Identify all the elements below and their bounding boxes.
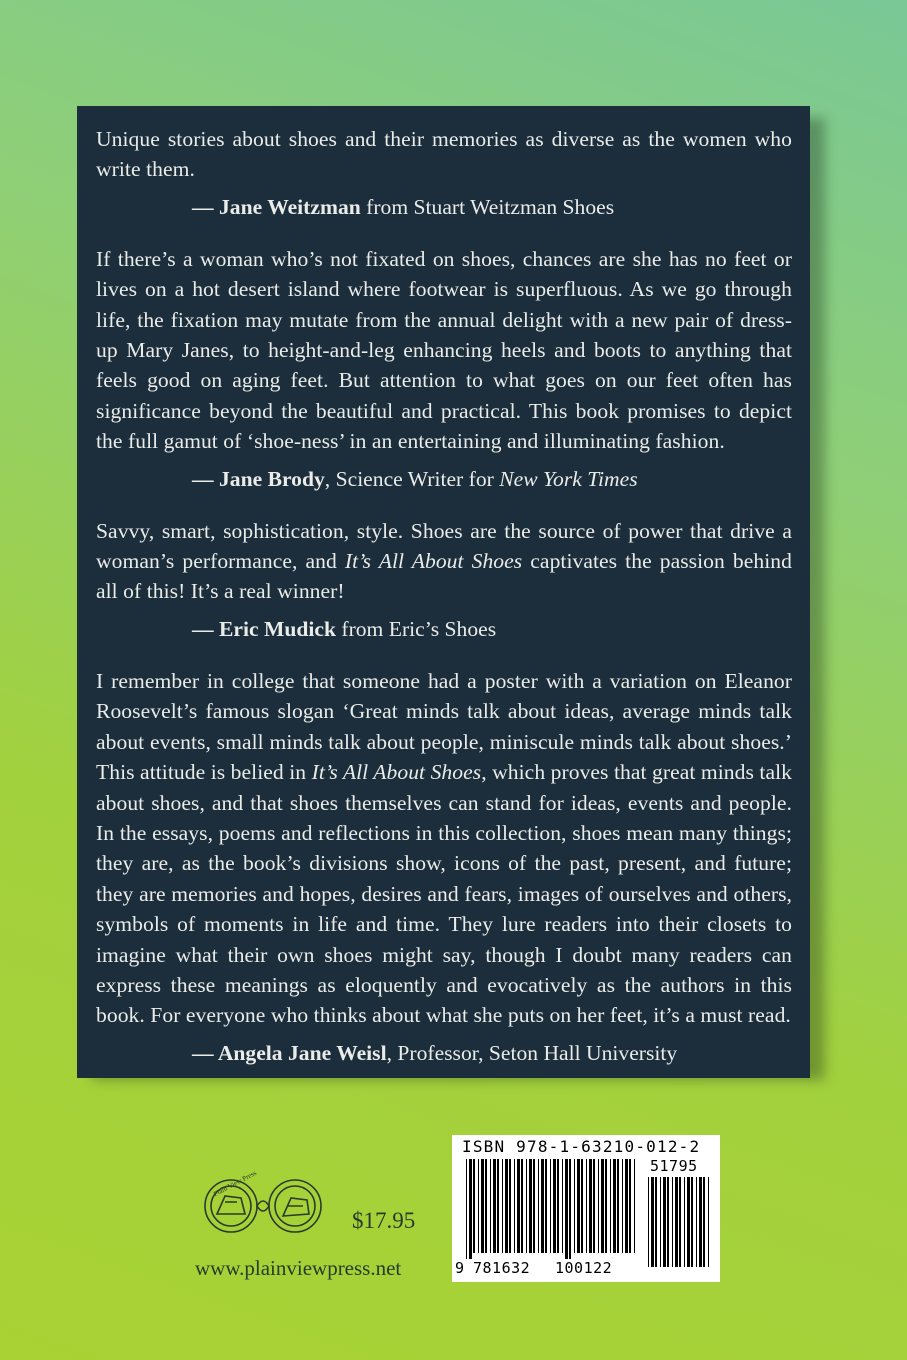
logo-text: Plain View Press <box>212 1168 258 1199</box>
quote-text-part: Savvy, smart, sophistication, style. Shoes are the source of power that drive a woman’s performance, and <box>96 518 792 574</box>
barcode-bar <box>625 1159 628 1253</box>
barcode-bar <box>577 1159 580 1253</box>
barcode-bar <box>691 1177 693 1267</box>
barcode-bar <box>581 1159 583 1253</box>
quote-brody <box>96 244 792 494</box>
barcode-digit-first: 9 <box>455 1259 465 1277</box>
barcode-bar <box>538 1159 539 1253</box>
quote-text: If there’s a woman who’s not fixated on shoes, chances are she has no feet or lives on a hot desert island where footwear is superfluous. As we go through life, the fixation may mutate from the annual delight with a new pair of dress-up Mary Janes, to height-and-leg enhancing heels and boots to anything that feels good on aging feet. But attention to what goes on our feet often has significance beyond the beautiful and practical. This book promises to depict the full gamut of ‘shoe-ness’ in an entertaining and illuminating fashion. <box>96 246 792 454</box>
barcode-bar <box>629 1159 631 1253</box>
barcode-bar <box>481 1159 484 1253</box>
barcode-bar <box>574 1159 575 1253</box>
quote-attribution <box>192 614 792 644</box>
quote-mudick <box>96 516 792 644</box>
barcode-bar <box>505 1159 508 1253</box>
barcode-bar <box>521 1159 523 1253</box>
attribution-author: Angela Jane Weisl <box>217 1040 387 1065</box>
quote-text <box>96 666 792 1031</box>
barcode-bar <box>598 1159 599 1253</box>
quote-text-part: I remember in college that someone had a poster with a variation on Eleanor Roosevelt’s famous slogan ‘Great minds talk about ideas, average minds talk about events, small minds talk about people, miniscule minds talk about shoes.’ This attitude is belied in <box>96 668 792 785</box>
barcode-bar <box>517 1159 520 1253</box>
barcode-bar <box>497 1159 499 1253</box>
barcode-bar <box>541 1159 544 1253</box>
quote-weisl <box>96 666 792 1068</box>
barcode-bar <box>490 1159 491 1253</box>
quote-attribution <box>192 192 792 222</box>
barcode-price-code: 51795 <box>650 1157 698 1175</box>
barcode-bar <box>565 1159 568 1259</box>
barcode-bar <box>684 1177 685 1267</box>
barcode-bar <box>675 1177 678 1267</box>
attribution-affiliation: from Stuart Weitzman Shoes <box>366 194 615 219</box>
barcode-bar <box>533 1159 535 1253</box>
barcode-bar <box>557 1159 559 1253</box>
barcode-bar <box>634 1159 635 1253</box>
barcode-bar <box>550 1159 551 1253</box>
quote-text-part: , which proves that great minds talk about shoes, and that shoes themselves can stand for ideas, events and people. In the essays, poems and reflections in this collection, shoes mean many things; they are, as the book’s divisions show, icons of the past, present, and future; they are memories and hopes, desires and fears, images of ourselves and others, symbols of moments in life and time. They lure readers into their closets to imagine what their own shoes might say, though I doubt many readers can express these meanings as eloquently and evocatively as the authors in this book. For everyone who thinks about what she puts on her feet, it’s a must read. <box>96 760 792 1028</box>
barcode-bar <box>605 1159 607 1253</box>
barcode-bar <box>660 1177 661 1267</box>
barcode-bar <box>473 1159 475 1253</box>
barcode-bar <box>478 1159 479 1253</box>
barcode-bar <box>485 1159 487 1253</box>
attribution-dash: — <box>192 616 214 641</box>
publisher-url[interactable]: www.plainviewpress.net <box>195 1256 402 1280</box>
barcode-bars-addon <box>648 1177 710 1273</box>
barcode-bar <box>648 1177 649 1267</box>
quote-text-part: captivates the passion behind all of this! It’s a real winner! <box>96 549 792 604</box>
quote-attribution <box>192 464 792 494</box>
attribution-dash: — <box>192 1040 214 1065</box>
barcode-bar <box>593 1159 595 1253</box>
barcode-bar <box>613 1159 616 1253</box>
quote-weitzman <box>96 124 792 222</box>
barcode-bar <box>679 1177 681 1267</box>
barcode-bar <box>562 1159 563 1253</box>
barcode-bar <box>589 1159 592 1253</box>
barcode-bar <box>545 1159 547 1253</box>
book-price: $17.95 <box>352 1208 416 1233</box>
barcode-bar <box>703 1177 705 1267</box>
barcode-bar <box>655 1177 657 1267</box>
barcode-bar <box>699 1177 702 1267</box>
book-title: It’s All About Shoes <box>344 549 523 574</box>
barcode-bar <box>493 1159 496 1253</box>
barcode-bar <box>553 1159 556 1253</box>
barcode-bar <box>617 1159 619 1253</box>
attribution-author: Jane Brody <box>219 466 325 491</box>
quote-attribution <box>192 1038 792 1068</box>
publisher-logo <box>195 1168 331 1238</box>
barcode-bar <box>601 1159 604 1253</box>
attribution-dash: — <box>192 194 214 219</box>
barcode-bar <box>526 1159 527 1253</box>
blurb-panel <box>77 106 810 1078</box>
isbn-barcode <box>452 1135 720 1282</box>
barcode-bar <box>663 1177 666 1267</box>
quote-text <box>96 516 792 607</box>
barcode-bar <box>622 1159 623 1253</box>
barcode-bar <box>687 1177 690 1267</box>
barcode-bar <box>502 1159 503 1253</box>
book-title: It’s All About Shoes <box>311 760 482 785</box>
barcode-bar <box>469 1159 472 1259</box>
barcode-bar <box>586 1159 587 1253</box>
barcode-bar <box>514 1159 515 1253</box>
barcode-digits-left: 781632 <box>473 1259 531 1277</box>
barcode-bar <box>667 1177 669 1267</box>
barcode-digits-right: 100122 <box>555 1259 613 1277</box>
barcode-bar <box>509 1159 511 1253</box>
barcode-bar <box>708 1177 709 1267</box>
barcode-bar <box>651 1177 654 1267</box>
attribution-publication: New York Times <box>499 466 638 491</box>
barcode-bars-main <box>466 1159 638 1259</box>
attribution-dash: — <box>192 466 214 491</box>
attribution-affiliation: , Science Writer for <box>324 466 500 491</box>
attribution-author: Eric Mudick <box>219 616 336 641</box>
isbn-text: ISBN 978-1-63210-012-2 <box>462 1137 701 1156</box>
barcode-bar <box>610 1159 611 1253</box>
attribution-affiliation: , Professor, Seton Hall University <box>386 1040 678 1065</box>
barcode-bar <box>466 1159 467 1259</box>
attribution-affiliation: from Eric’s Shoes <box>341 616 497 641</box>
barcode-bar <box>529 1159 532 1253</box>
barcode-bar <box>696 1177 697 1267</box>
attribution-author: Jane Weitzman <box>219 194 361 219</box>
barcode-bar <box>569 1159 571 1259</box>
quote-text: Unique stories about shoes and their memories as diverse as the women who write them. <box>96 127 792 182</box>
barcode-bar <box>672 1177 673 1267</box>
